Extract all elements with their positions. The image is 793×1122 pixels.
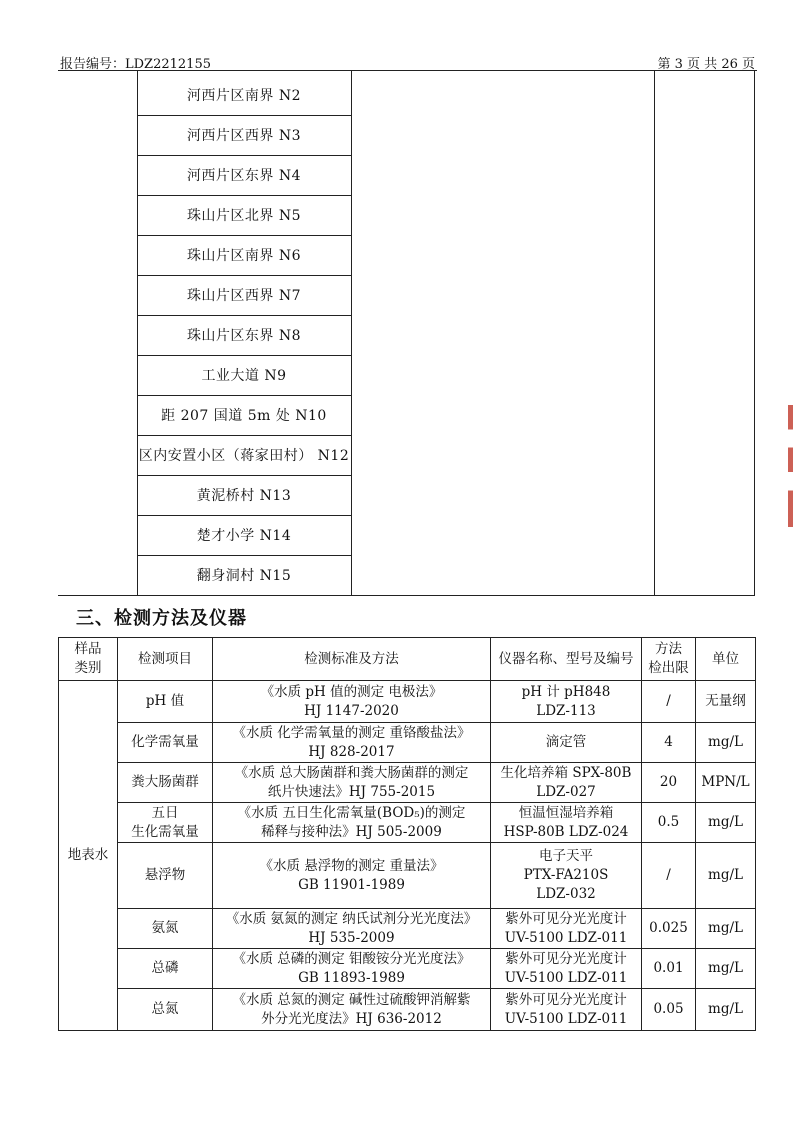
monitoring-points-table xyxy=(58,70,755,596)
monitoring-point-cell: 珠山片区东界 N8 xyxy=(137,315,351,356)
table-row xyxy=(59,949,756,989)
limit-cell: 0.5 xyxy=(642,803,696,843)
report-number: 报告编号：LDZ2212155 xyxy=(60,57,211,72)
instrument-cell: pH 计 pH848 LDZ-113 xyxy=(491,681,642,723)
limit-cell: / xyxy=(642,681,696,723)
instrument-cell: 紫外可见分光光度计 UV-5100 LDZ-011 xyxy=(491,949,642,989)
monitoring-point-cell: 区内安置小区（蒋家田村） N12 xyxy=(137,435,351,476)
unit-cell: MPN/L xyxy=(696,763,756,803)
item-cell: 化学需氧量 xyxy=(118,723,213,763)
table-row xyxy=(59,909,756,949)
methods-table xyxy=(58,637,756,1031)
unit-cell: mg/L xyxy=(696,723,756,763)
unit-cell: mg/L xyxy=(696,989,756,1031)
monitoring-point-cell: 河西片区东界 N4 xyxy=(137,155,351,196)
limit-cell: 0.05 xyxy=(642,989,696,1031)
unit-cell: mg/L xyxy=(696,949,756,989)
instrument-cell: 生化培养箱 SPX-80B LDZ-027 xyxy=(491,763,642,803)
monitoring-point-cell: 楚才小学 N14 xyxy=(137,515,351,556)
instrument-cell: 紫外可见分光光度计 UV-5100 LDZ-011 xyxy=(491,989,642,1031)
unit-cell: mg/L xyxy=(696,909,756,949)
header-standard: 检测标准及方法 xyxy=(213,638,491,681)
header-unit: 单位 xyxy=(696,638,756,681)
item-cell: 粪大肠菌群 xyxy=(118,763,213,803)
item-cell: 总氮 xyxy=(118,989,213,1031)
instrument-cell: 恒温恒湿培养箱 HSP-80B LDZ-024 xyxy=(491,803,642,843)
monitoring-point-cell: 工业大道 N9 xyxy=(137,355,351,396)
monitoring-point-cell: 河西片区西界 N3 xyxy=(137,115,351,156)
item-cell: 总磷 xyxy=(118,949,213,989)
item-cell: pH 值 xyxy=(118,681,213,723)
standard-cell: 《水质 五日生化需氧量(BOD₅)的测定 稀释与接种法》HJ 505-2009 xyxy=(213,803,491,843)
page-number: 第 3 页 共 26 页 xyxy=(657,57,755,72)
item-cell: 五日 生化需氧量 xyxy=(118,803,213,843)
monitoring-point-cell: 珠山片区北界 N5 xyxy=(137,195,351,236)
item-cell: 氨氮 xyxy=(118,909,213,949)
monitoring-point-cell: 翻身洞村 N15 xyxy=(137,555,351,596)
sample-category-cell: 地表水 xyxy=(59,681,118,1031)
header-category: 样品 类别 xyxy=(59,638,118,681)
monitoring-point-cell: 珠山片区南界 N6 xyxy=(137,235,351,276)
header-limit: 方法 检出限 xyxy=(642,638,696,681)
table-row xyxy=(59,989,756,1031)
header-item: 检测项目 xyxy=(118,638,213,681)
header-instrument: 仪器名称、型号及编号 xyxy=(491,638,642,681)
monitoring-point-cell: 珠山片区西界 N7 xyxy=(137,275,351,316)
table-header-row xyxy=(59,638,756,681)
standard-cell: 《水质 总大肠菌群和粪大肠菌群的测定 纸片快速法》HJ 755-2015 xyxy=(213,763,491,803)
table-vline xyxy=(654,70,655,596)
red-seal-edge xyxy=(788,405,793,527)
standard-cell: 《水质 氨氮的测定 纳氏试剂分光光度法》 HJ 535-2009 xyxy=(213,909,491,949)
unit-cell: 无量纲 xyxy=(696,681,756,723)
table-row xyxy=(59,763,756,803)
table-row xyxy=(59,803,756,843)
standard-cell: 《水质 总氮的测定 碱性过硫酸钾消解紫 外分光光度法》HJ 636-2012 xyxy=(213,989,491,1031)
table-row xyxy=(59,843,756,909)
standard-cell: 《水质 pH 值的测定 电极法》 HJ 1147-2020 xyxy=(213,681,491,723)
monitoring-point-cell: 河西片区南界 N2 xyxy=(137,75,351,116)
instrument-cell: 电子天平 PTX-FA210S LDZ-032 xyxy=(491,843,642,909)
table-row xyxy=(59,681,756,723)
limit-cell: / xyxy=(642,843,696,909)
section-title: 三、检测方法及仪器 xyxy=(76,608,247,629)
standard-cell: 《水质 总磷的测定 钼酸铵分光光度法》 GB 11893-1989 xyxy=(213,949,491,989)
table-vline xyxy=(754,70,755,596)
unit-cell: mg/L xyxy=(696,843,756,909)
monitoring-point-cell: 黄泥桥村 N13 xyxy=(137,475,351,516)
limit-cell: 0.025 xyxy=(642,909,696,949)
standard-cell: 《水质 化学需氧量的测定 重铬酸盐法》 HJ 828-2017 xyxy=(213,723,491,763)
monitoring-point-cell: 距 207 国道 5m 处 N10 xyxy=(137,395,351,436)
page-header xyxy=(58,50,757,72)
table-row xyxy=(59,723,756,763)
unit-cell: mg/L xyxy=(696,803,756,843)
instrument-cell: 紫外可见分光光度计 UV-5100 LDZ-011 xyxy=(491,909,642,949)
limit-cell: 20 xyxy=(642,763,696,803)
limit-cell: 0.01 xyxy=(642,949,696,989)
instrument-cell: 滴定管 xyxy=(491,723,642,763)
standard-cell: 《水质 悬浮物的测定 重量法》 GB 11901-1989 xyxy=(213,843,491,909)
table-vline xyxy=(351,70,352,596)
item-cell: 悬浮物 xyxy=(118,843,213,909)
limit-cell: 4 xyxy=(642,723,696,763)
